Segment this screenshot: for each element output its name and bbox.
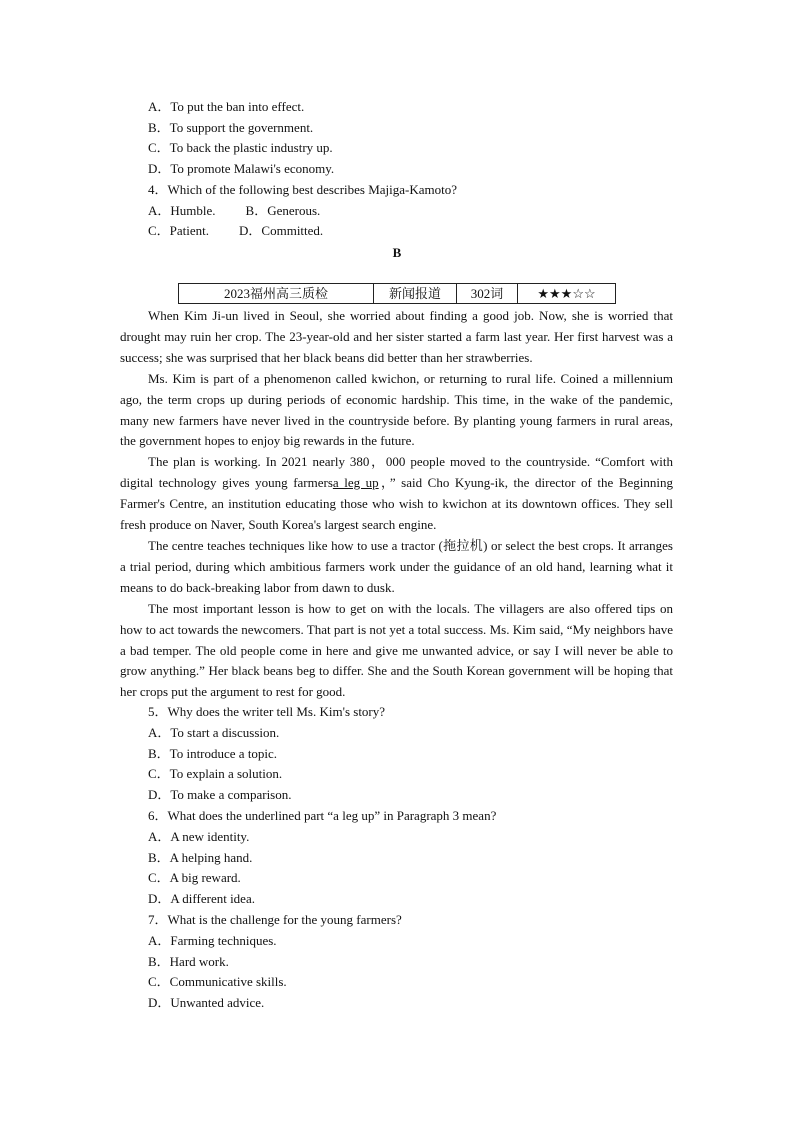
question-option: B．A helping hand.: [148, 849, 253, 865]
question-option: C．A big reward.: [148, 870, 241, 886]
paragraph-3-part-2: ，” said Cho Kyung-ik, the director of the Beginning Farmer's Centre, an institution educating those who wish to kwichon at its downtown offices. They sell fresh produce on Naver, South Korea's largest search engine.: [120, 475, 674, 533]
paragraph-5: The most important lesson is how to get on with the locals. The villagers are also offered tips on how to act towards the newcomers. That part is not yet a total success. Ms. Kim said, “My neighbors have a bad temper. The old people come in here and give me unwanted advice, or say I will never be able to grow anything.” Her black beans beg to differ. She and the South Korean government will be hoping that her crops put the argument to rest for good.: [120, 600, 673, 700]
section-letter: B: [392, 245, 402, 260]
q4-option-b: B．Generous.: [245, 203, 321, 218]
question-option: A．Farming techniques.: [148, 932, 277, 948]
q4-option-a: A．Humble.: [148, 203, 216, 218]
q3-option-c: C．To back the plastic industry up.: [148, 140, 333, 155]
q3-option-d: D．To promote Malawi's economy.: [148, 161, 335, 176]
q4-option-d: D．Committed.: [239, 223, 324, 238]
question-option: A．To start a discussion.: [148, 724, 280, 740]
paragraph-4: The centre teaches techniques like how to use a tractor (拖拉机) or select the best crops. It arranges a trial period, during which ambitious farmers work under the guidance of an old hand, learning what it means to do back-breaking labor from dawn to dusk.: [120, 537, 673, 595]
question-option: C．To explain a solution.: [148, 766, 283, 782]
paragraph-1: When Kim Ji-un lived in Seoul, she worried about finding a good job. Now, she is worried that drought may ruin her crop. The 23-year-old and her sister started a farm last year. Her first harvest was a success; she was surprised that her black beans did better than her strawberries.: [120, 308, 673, 365]
q4-stem: 4．Which of the following best describes Majiga-Kamoto?: [148, 182, 458, 197]
question-option: B．To introduce a topic.: [148, 745, 278, 761]
passage-info-table: [178, 283, 616, 304]
question-option: B．Hard work.: [148, 953, 229, 969]
paragraph-2: Ms. Kim is part of a phenomenon called kwichon, or returning to rural life. Coined a millennium ago, the term crops up during periods of economic hardship. This time, in the wake of the pandemic, many new farmers have never lived in the countryside before. By planting young farmers in rural areas, the government hopes to enjoy big rewards in the future.: [120, 370, 673, 449]
info-difficulty: ★★★☆☆: [518, 284, 616, 304]
info-word-count: 302词: [457, 284, 518, 304]
question-option: D．Unwanted advice.: [148, 995, 265, 1011]
paragraph-3: [120, 452, 673, 536]
question-option: D．A different idea.: [148, 891, 255, 907]
question-list: [148, 702, 496, 1014]
q4-options-row-1: [148, 201, 320, 221]
q3-option-b: B．To support the government.: [148, 120, 314, 135]
q4-option-c: C．Patient.: [148, 223, 210, 238]
question-option: A．A new identity.: [148, 828, 250, 844]
info-row: [179, 284, 616, 304]
question-option: D．To make a comparison.: [148, 787, 292, 803]
info-genre: 新闻报道: [374, 284, 457, 304]
paragraph-3-part-1: The plan is working. In 2021 nearly 380，000 people moved to the countryside. “Comfort with digital technology gives young farmers: [120, 454, 673, 491]
question-option: C．Communicative skills.: [148, 974, 287, 990]
reading-passage: [120, 306, 673, 703]
q4-options-row-2: [148, 221, 323, 241]
q3-option-a: A．To put the ban into effect.: [148, 99, 305, 114]
info-source: 2023福州高三质检: [179, 284, 374, 304]
question-stem: 7．What is the challenge for the young farmers?: [148, 911, 402, 927]
question-stem: 6．What does the underlined part “a leg up” in Paragraph 3 mean?: [148, 807, 497, 823]
question-stem: 5．Why does the writer tell Ms. Kim's story?: [148, 704, 386, 719]
underlined-phrase: a leg up: [332, 475, 379, 491]
